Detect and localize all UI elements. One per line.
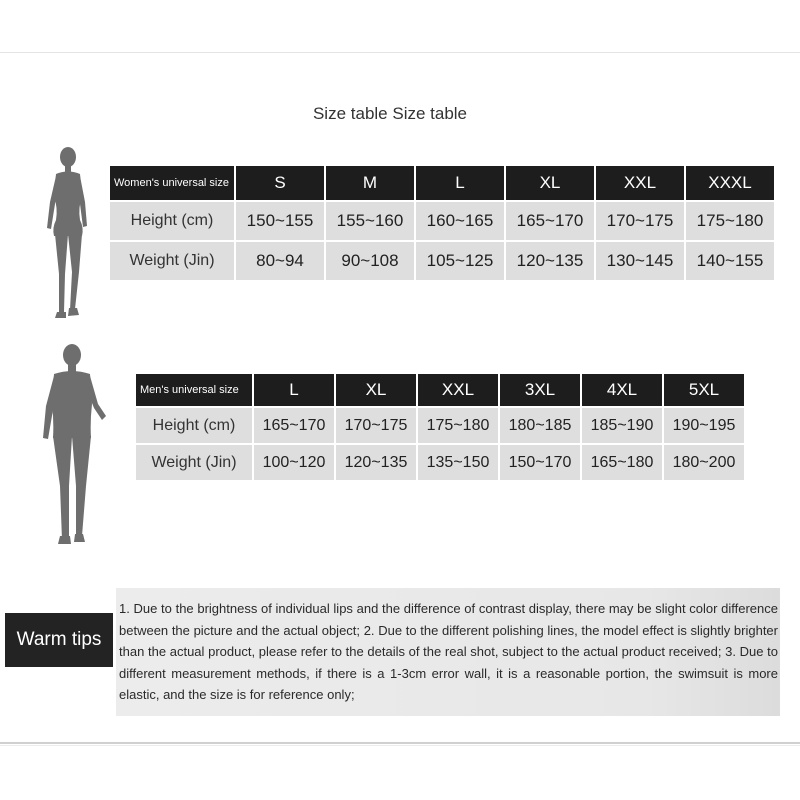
row-label: Height (cm) bbox=[136, 408, 252, 443]
table-cell: 105~125 bbox=[416, 242, 504, 280]
size-header-cell: XL bbox=[506, 166, 594, 200]
table-cell: 150~155 bbox=[236, 202, 324, 240]
row-label: Height (cm) bbox=[110, 202, 234, 240]
page-title: Size table Size table bbox=[312, 104, 468, 123]
table-cell: 165~170 bbox=[506, 202, 594, 240]
size-header-cell: L bbox=[254, 374, 334, 406]
size-header-cell: XL bbox=[336, 374, 416, 406]
table-row bbox=[110, 242, 774, 280]
table-cell: 165~180 bbox=[582, 445, 662, 480]
table-row bbox=[136, 445, 744, 480]
size-header-cell: XXXL bbox=[686, 166, 774, 200]
table-cell: 180~185 bbox=[500, 408, 580, 443]
table-cell: 90~108 bbox=[326, 242, 414, 280]
bottom-divider-shadow bbox=[0, 745, 800, 746]
table-cell: 160~165 bbox=[416, 202, 504, 240]
table-cell: 170~175 bbox=[596, 202, 684, 240]
table-cell: 120~135 bbox=[506, 242, 594, 280]
table-cell: 150~170 bbox=[500, 445, 580, 480]
size-header-cell: XXL bbox=[596, 166, 684, 200]
table-cell: 120~135 bbox=[336, 445, 416, 480]
female-silhouette-icon bbox=[38, 144, 102, 324]
size-header-cell: XXL bbox=[418, 374, 498, 406]
table-cell: 130~145 bbox=[596, 242, 684, 280]
row-label: Weight (Jin) bbox=[110, 242, 234, 280]
top-divider bbox=[0, 52, 800, 53]
table-cell: 175~180 bbox=[686, 202, 774, 240]
table-cell: 100~120 bbox=[254, 445, 334, 480]
table-cell: 135~150 bbox=[418, 445, 498, 480]
size-header-cell: S bbox=[236, 166, 324, 200]
table-cell: 80~94 bbox=[236, 242, 324, 280]
table-cell: 185~190 bbox=[582, 408, 662, 443]
bottom-divider bbox=[0, 742, 800, 744]
table-row bbox=[110, 202, 774, 240]
table-cell: 165~170 bbox=[254, 408, 334, 443]
size-header-cell: 4XL bbox=[582, 374, 662, 406]
table-cell: 190~195 bbox=[664, 408, 744, 443]
table-header-row bbox=[110, 166, 774, 200]
women-size-table bbox=[108, 164, 776, 282]
warm-tips-text: 1. Due to the brightness of individual lips and the difference of contrast display, there may be slight color difference between the picture and the actual object; 2. Due to the different polishing lines, the model effect is slightly brighter than the actual product, please refer to the details of the real shot, subject to the actual product received; 3. Due to different measurement methods, if there is a 1-3cm error wall, it is a reasonable portion, the swimsuit is more elastic, and the size is for reference only; bbox=[116, 588, 780, 716]
men-size-table bbox=[134, 372, 746, 482]
size-header-cell: M bbox=[326, 166, 414, 200]
table-header-row bbox=[136, 374, 744, 406]
women-size-header-label: Women's universal size bbox=[110, 166, 234, 200]
male-silhouette-icon bbox=[36, 342, 112, 548]
row-label: Weight (Jin) bbox=[136, 445, 252, 480]
size-header-cell: L bbox=[416, 166, 504, 200]
table-cell: 140~155 bbox=[686, 242, 774, 280]
table-row bbox=[136, 408, 744, 443]
table-cell: 170~175 bbox=[336, 408, 416, 443]
size-header-cell: 5XL bbox=[664, 374, 744, 406]
men-size-header-label: Men's universal size bbox=[136, 374, 252, 406]
table-cell: 180~200 bbox=[664, 445, 744, 480]
table-cell: 175~180 bbox=[418, 408, 498, 443]
table-cell: 155~160 bbox=[326, 202, 414, 240]
warm-tips-badge: Warm tips bbox=[5, 613, 113, 667]
size-header-cell: 3XL bbox=[500, 374, 580, 406]
